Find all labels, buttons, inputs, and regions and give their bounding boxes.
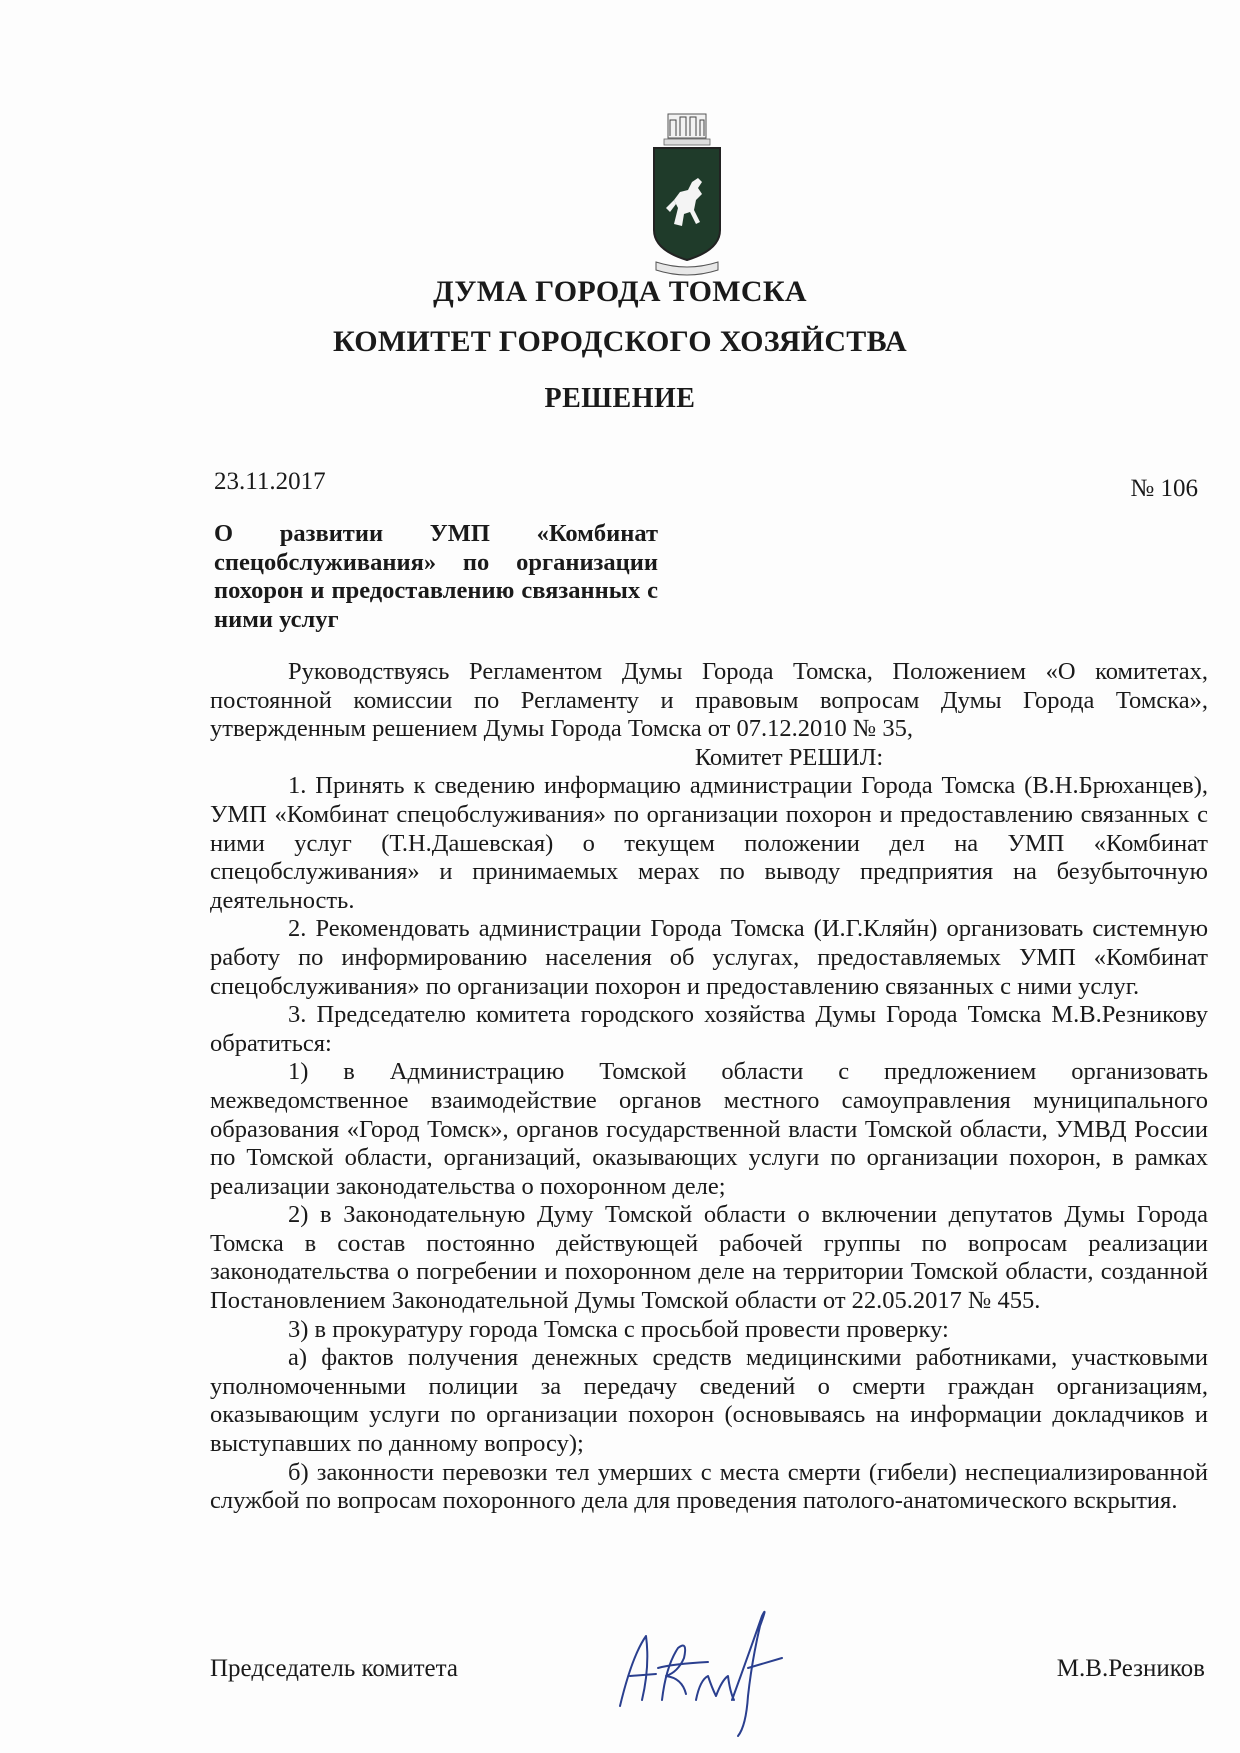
org-title: ДУМА ГОРОДА ТОМСКА (433, 275, 807, 308)
preamble: Руководствуясь Регламентом Думы Города Томска, Положением «О комитетах, постоянной комиссии по Регламенту и правовым вопросам Думы Города Томска», утвержденным решением Думы Города Томска от 07.12.2010 № 35, (210, 658, 1208, 743)
paragraph-1: 1. Принять к сведению информацию администрации Города Томска (В.Н.Брюханцев), УМП «Комбинат спецобслуживания» по организации похорон и предоставлению связанных с ними услуг (Т.Н.Дашевская) о текущем положении дел на УМП «Комбинат спецобслуживания» и принимаемых мерах по выводу предприятия на безубыточную деятельность. (210, 772, 1208, 914)
document-body (210, 658, 1208, 1516)
document-number: № 106 (1130, 475, 1198, 502)
paragraph-3-3-a: а) фактов получения денежных средств медицинскими работниками, участковыми уполномоченными полиции за передачу сведений о смерти граждан организациям, оказывающим услуги по организации похорон (основываясь на информации докладчиков и выступавших по данному вопросу); (210, 1344, 1208, 1458)
document-date: 23.11.2017 (214, 468, 326, 495)
tomsk-coat-of-arms-icon (644, 112, 730, 282)
signer-role: Председатель комитета (210, 1655, 458, 1682)
paragraph-3-2: 2) в Законодательную Думу Томской области о включении депутатов Думы Города Томска в состав постоянно действующей рабочей группы по вопросам реализации законодательства о погребении и похоронном деле на территории Томской области, созданной Постановлением Законодательной Думы Томской области от 22.05.2017 № 455. (210, 1201, 1208, 1315)
document-subject (214, 520, 658, 634)
decided-heading: Комитет РЕШИЛ: (694, 743, 884, 771)
subject-line-1: О развитии УМП «Комбинат (214, 520, 658, 547)
committee-title: КОМИТЕТ ГОРОДСКОГО ХОЗЯЙСТВА (332, 325, 908, 358)
signer-name: М.В.Резников (1056, 1655, 1205, 1682)
paragraph-3: 3. Председателю комитета городского хозяйства Думы Города Томска М.В.Резникову обратиться: (210, 1001, 1208, 1057)
document-type: РЕШЕНИЕ (544, 383, 696, 414)
paragraph-3-3-b: б) законности перевозки тел умерших с места смерти (гибели) неспециализированной службой по вопросам похоронного дела для проведения патолого-анатомического вскрытия. (210, 1458, 1208, 1515)
handwritten-signature (612, 1596, 792, 1746)
paragraph-3-1: 1) в Администрацию Томской области с предложением организовать межведомственное взаимодействие органов местного самоуправления муниципального образования «Город Томск», органов государственной власти Томской области, УМВД России по Томской области, организаций, оказывающих услуги по организации похорон, в рамках реализации законодательства о похоронном деле; (210, 1058, 1208, 1200)
paragraph-3-3: 3) в прокуратуру города Томска с просьбой провести проверку: (288, 1315, 949, 1343)
subject-line-rest: спецобслуживания» по организации похорон и предоставлению связанных с ними услуг (214, 548, 658, 633)
paragraph-2: 2. Рекомендовать администрации Города Томска (И.Г.Кляйн) организовать системную работу по информированию населения об услугах, предоставляемых УМП «Комбинат спецобслуживания» по организации похорон и предоставлению связанных с ними услуг. (210, 915, 1208, 1000)
